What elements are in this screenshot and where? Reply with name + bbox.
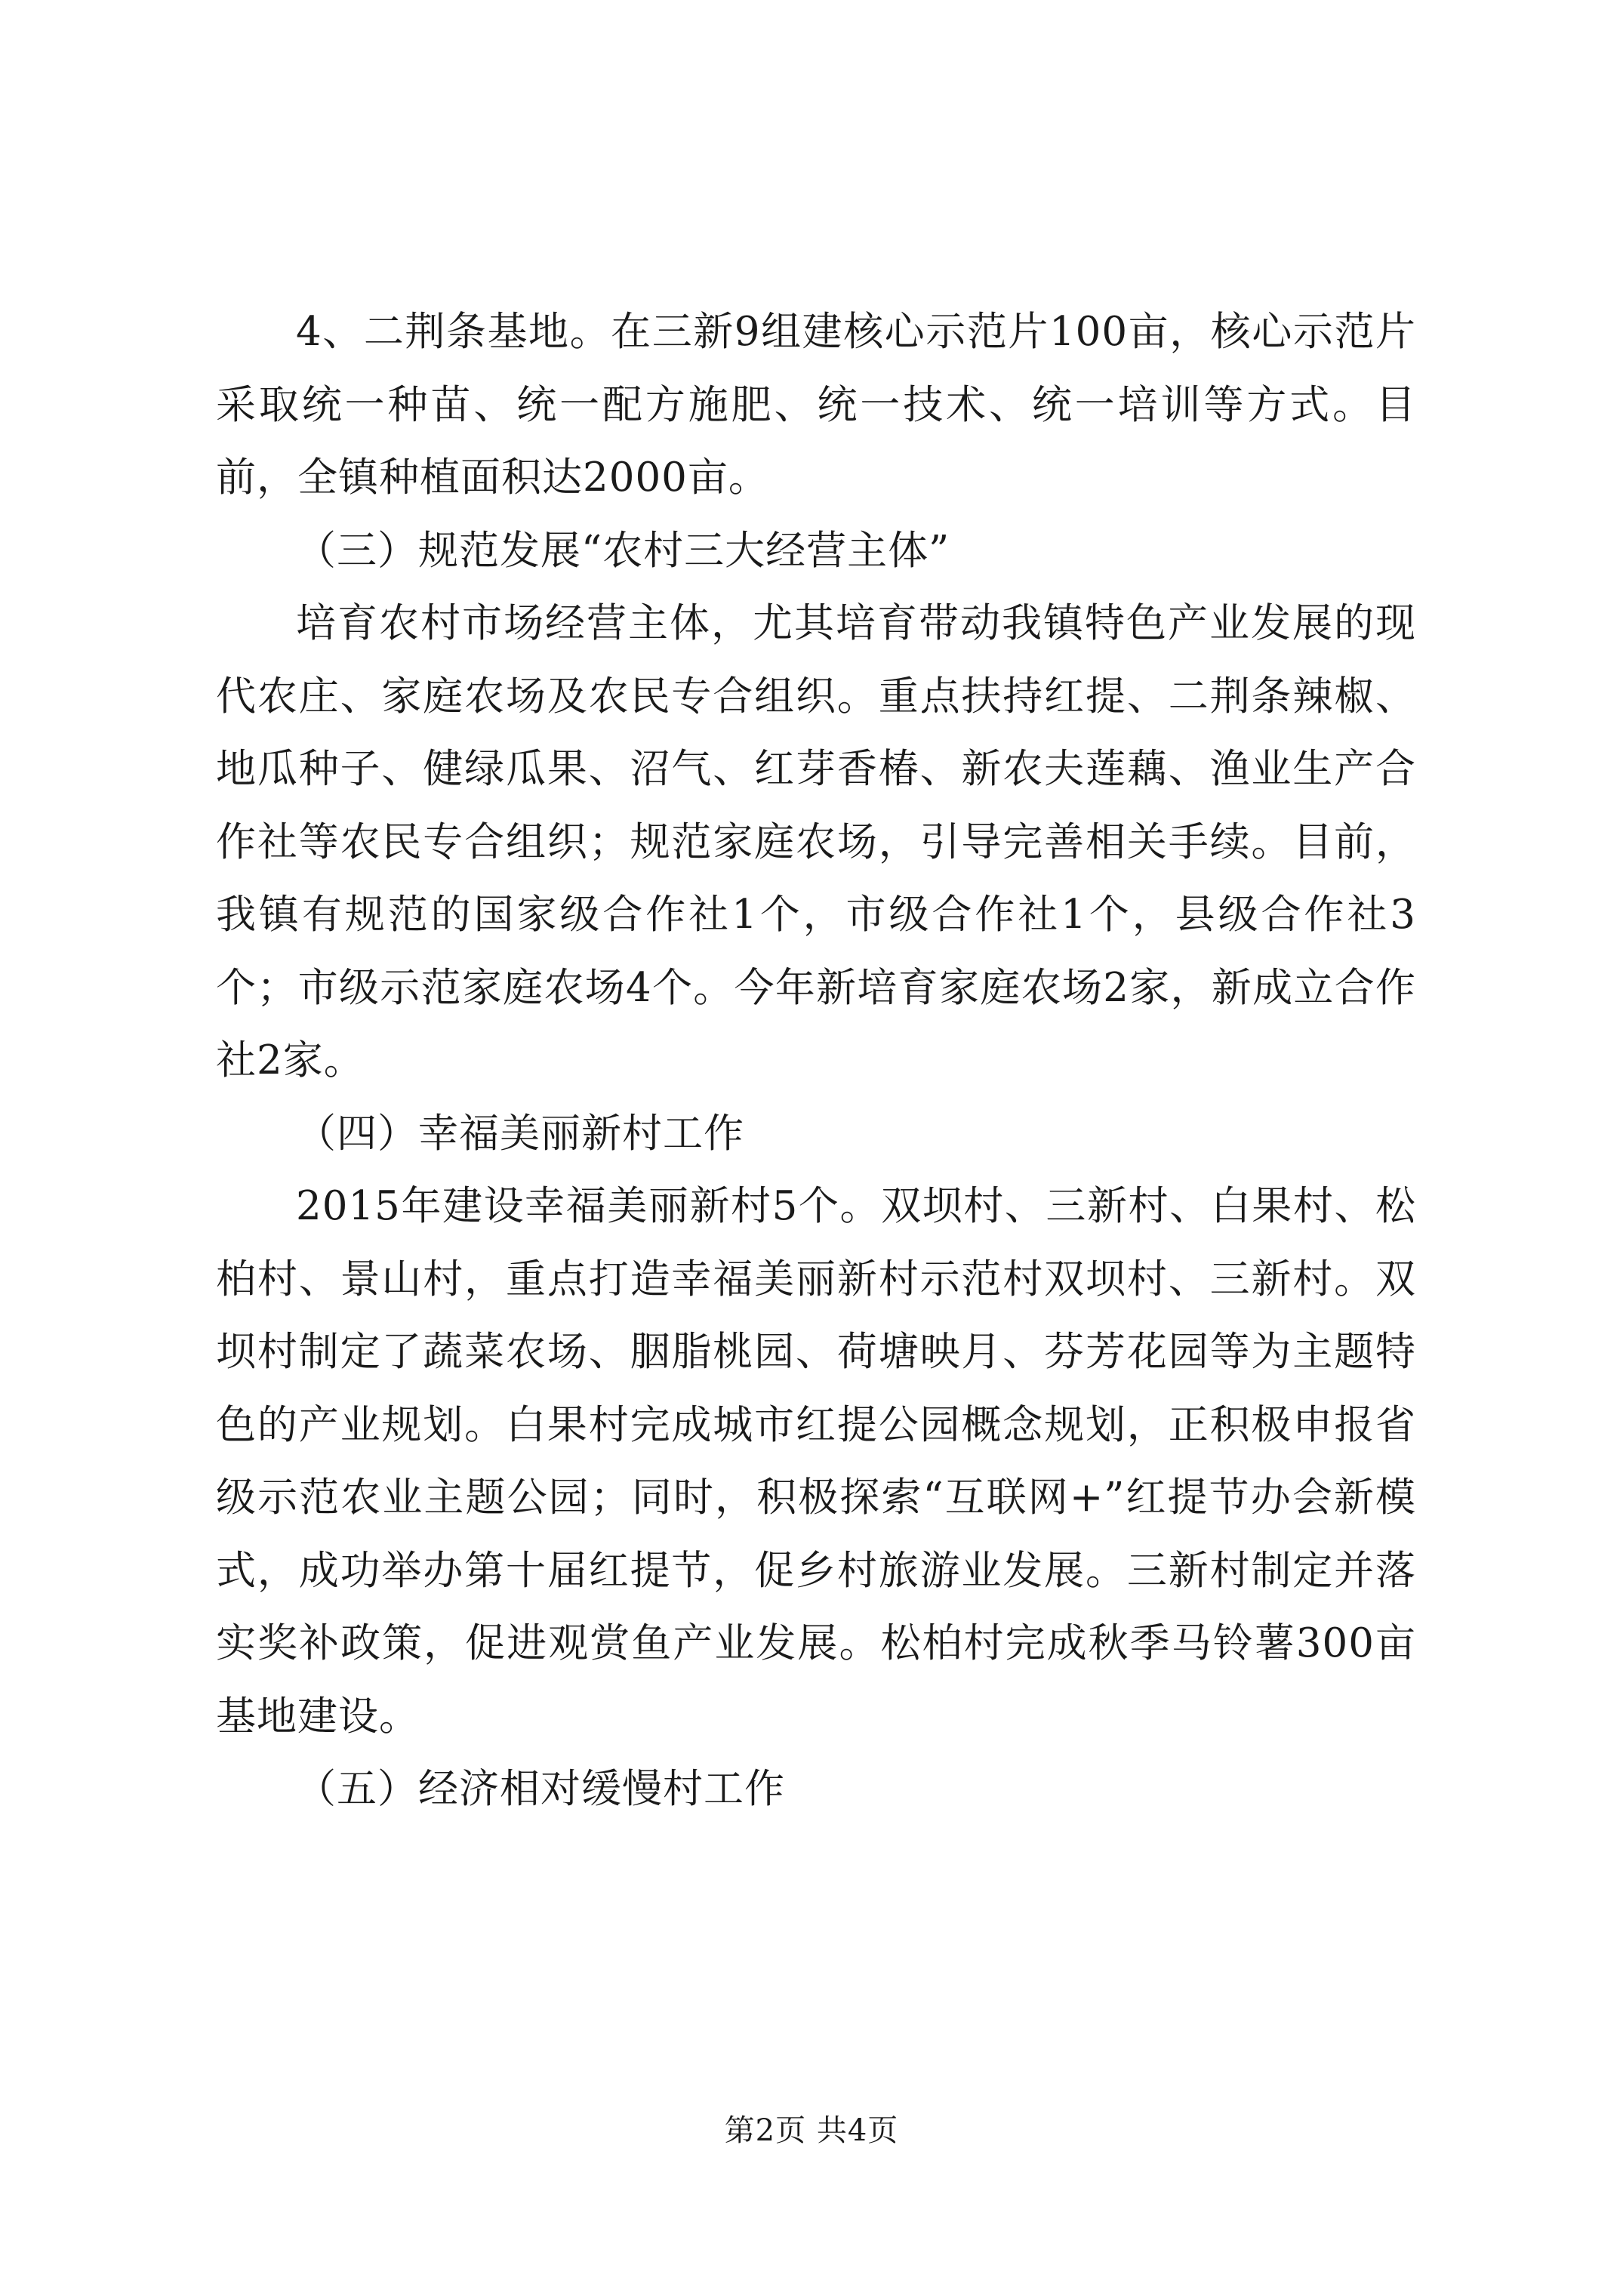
paragraph-business-entities: 培育农村市场经营主体，尤其培育带动我镇特色产业发展的现代农庄、家庭农场及农民专合组织。重点扶持红提、二荆条辣椒、地瓜种子、健绿瓜果、沼气、红芽香椿、新农夫莲藕、渔业生产合作社等农民专合组织；规范家庭农场，引导完善相关手续。目前，我镇有规范的国家级合作社1个，市级合作社1个，县级合作社3个；市级示范家庭农场4个。今年新培育家庭农场2家，新成立合作社2家。	[216, 600, 1416, 1083]
document-body	[216, 296, 1416, 1826]
page-number-footer: 第2页 共4页	[724, 2113, 899, 2148]
section-heading-4: （四）幸福美丽新村工作	[296, 1110, 744, 1157]
section-heading-3: （三）规范发展“农村三大经营主体”	[296, 527, 950, 574]
section-heading-5: （五）经济相对缓慢村工作	[296, 1766, 785, 1812]
paragraph-erjingtiao-base: 4、二荆条基地。在三新9组建核心示范片100亩，核心示范片采取统一种苗、统一配方施肥、统一技术、统一培训等方式。目前，全镇种植面积达2000亩。	[216, 309, 1416, 501]
paragraph-new-villages: 2015年建设幸福美丽新村5个。双坝村、三新村、白果村、松柏村、景山村，重点打造幸福美丽新村示范村双坝村、三新村。双坝村制定了蔬菜农场、胭脂桃园、荷塘映月、芬芳花园等为主题特色的产业规划。白果村完成城市红提公园概念规划，正积极申报省级示范农业主题公园；同时，积极探索“互联网+”红提节办会新模式，成功举办第十届红提节，促乡村旅游业发展。三新村制定并落实奖补政策，促进观赏鱼产业发展。松柏村完成秋季马铃薯300亩基地建设。	[216, 1183, 1416, 1740]
